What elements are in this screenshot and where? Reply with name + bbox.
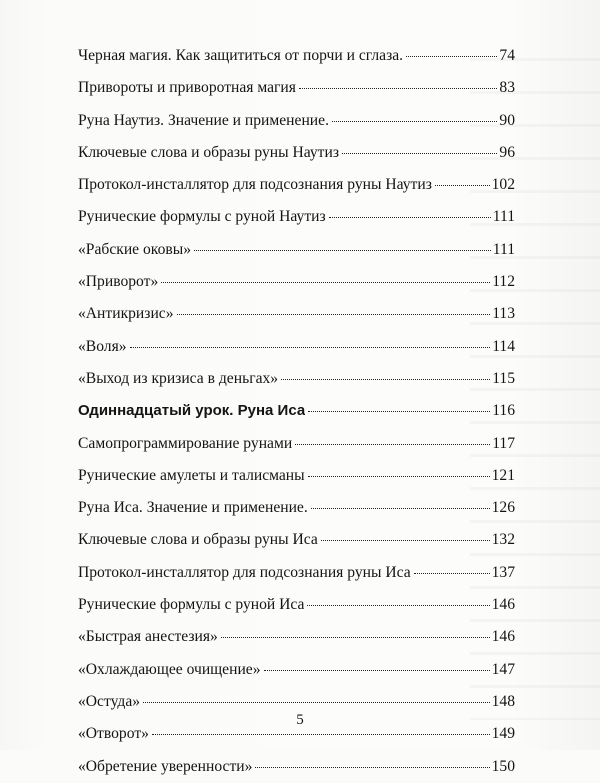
- toc-entry-title: Рунические амулеты и талисманы: [78, 466, 305, 484]
- toc-entry-page: 112: [492, 273, 515, 291]
- toc-leader-dots: [299, 88, 497, 89]
- toc-entry: [78, 201, 515, 233]
- toc-entry-page: 146: [491, 628, 515, 646]
- toc-entry-title: Самопрограммирование рунами: [78, 434, 293, 452]
- toc-entry-page: 121: [491, 466, 515, 484]
- toc-entry-title: Руна Иса. Значение и применение.: [78, 499, 308, 517]
- toc-leader-dots: [221, 637, 490, 638]
- toc-entry-title: Черная магия. Как защититься от порчи и сглаза.: [78, 47, 404, 64]
- toc-entry-title: «Приворот»: [78, 273, 159, 291]
- table-of-contents: [78, 40, 515, 783]
- toc-entry: [78, 298, 515, 330]
- toc-entry: [78, 492, 515, 524]
- toc-entry-page: 115: [492, 369, 515, 387]
- toc-entry-page: 137: [491, 563, 515, 581]
- toc-leader-dots: [177, 314, 491, 315]
- toc-leader-dots: [143, 702, 490, 703]
- toc-entry-page: 113: [492, 305, 515, 323]
- toc-entry-page: 146: [491, 596, 515, 614]
- toc-entry: [78, 589, 515, 621]
- toc-leader-dots: [329, 217, 491, 218]
- toc-entry: [78, 40, 515, 72]
- toc-entry-title: «Отворот»: [78, 725, 149, 743]
- toc-entry-title: Руна Наутиз. Значение и применение.: [78, 111, 329, 129]
- toc-leader-dots: [414, 573, 490, 574]
- toc-entry-page: 116: [492, 402, 515, 420]
- toc-entry-page: 117: [492, 434, 515, 452]
- toc-entry: [78, 654, 515, 686]
- toc-leader-dots: [281, 379, 490, 380]
- toc-entry-title: Протокол-инсталлятор для подсознания руны Иса: [78, 563, 411, 581]
- toc-entry-page: 96: [499, 143, 515, 161]
- toc-entry-title: «Выход из кризиса в деньгах»: [78, 369, 279, 387]
- toc-entry-title: «Остуда»: [78, 692, 141, 710]
- toc-chapter-heading: [78, 395, 515, 427]
- toc-entry-title: Рунические формулы с руной Иса: [78, 596, 305, 614]
- toc-entry: [78, 524, 515, 556]
- toc-leader-dots: [152, 734, 490, 735]
- toc-entry-page: 111: [492, 208, 515, 226]
- toc-leader-dots: [406, 56, 497, 57]
- toc-entry: [78, 72, 515, 104]
- toc-entry-page: 148: [491, 692, 515, 710]
- toc-entry-page: 132: [491, 531, 515, 549]
- toc-leader-dots: [342, 153, 497, 154]
- page-number: 5: [296, 712, 304, 728]
- toc-entry-title: «Антикризис»: [78, 305, 174, 323]
- toc-entry-title: «Рабские оковы»: [78, 240, 192, 258]
- toc-entry: [78, 266, 515, 298]
- toc-entry-page: 126: [491, 499, 515, 517]
- toc-entry-page: 149: [491, 725, 515, 743]
- toc-leader-dots: [255, 767, 489, 768]
- toc-leader-dots: [194, 250, 491, 251]
- toc-entry-title: Рунические формулы с руной Наутиз: [78, 208, 326, 226]
- toc-entry-page: 90: [499, 111, 515, 129]
- toc-entry-page: 114: [492, 337, 515, 355]
- toc-entry-title: Привороты и приворотная магия: [78, 79, 296, 97]
- toc-entry-page: 150: [491, 757, 515, 775]
- toc-entry: [78, 621, 515, 653]
- toc-entry: [78, 234, 515, 266]
- toc-entry-page: 74: [499, 47, 515, 64]
- toc-entry: [78, 557, 515, 589]
- toc-entry: [78, 751, 515, 783]
- toc-entry-page: 102: [491, 176, 515, 194]
- toc-entry-title: «Охлаждающее очищение»: [78, 660, 261, 678]
- toc-entry-title: Протокол-инсталлятор для подсознания руны Наутиз: [78, 176, 432, 194]
- toc-entry-title: Ключевые слова и образы руны Иса: [78, 531, 318, 549]
- toc-entry-page: 147: [491, 660, 515, 678]
- toc-entry-page: 83: [499, 79, 515, 97]
- toc-leader-dots: [435, 185, 490, 186]
- toc-entry: [78, 105, 515, 137]
- toc-entry: [78, 460, 515, 492]
- toc-entry: [78, 428, 515, 460]
- toc-leader-dots: [332, 121, 497, 122]
- toc-leader-dots: [161, 282, 490, 283]
- toc-entry-title: «Обретение уверенности»: [78, 757, 253, 775]
- toc-entry-title: Одиннадцатый урок. Руна Иса: [78, 402, 306, 420]
- toc-entry-title: «Воля»: [78, 337, 127, 355]
- toc-leader-dots: [321, 540, 490, 541]
- toc-leader-dots: [264, 670, 490, 671]
- toc-leader-dots: [308, 411, 490, 412]
- toc-leader-dots: [295, 444, 490, 445]
- toc-entry-title: Ключевые слова и образы руны Наутиз: [78, 143, 339, 161]
- toc-entry-title: «Быстрая анестезия»: [78, 628, 218, 646]
- toc-entry: [78, 331, 515, 363]
- toc-leader-dots: [311, 508, 490, 509]
- toc-leader-dots: [308, 476, 490, 477]
- toc-entry: [78, 363, 515, 395]
- toc-leader-dots: [307, 605, 489, 606]
- toc-leader-dots: [130, 347, 491, 348]
- toc-entry: [78, 137, 515, 169]
- toc-entry: [78, 169, 515, 201]
- toc-entry-page: 111: [492, 240, 515, 258]
